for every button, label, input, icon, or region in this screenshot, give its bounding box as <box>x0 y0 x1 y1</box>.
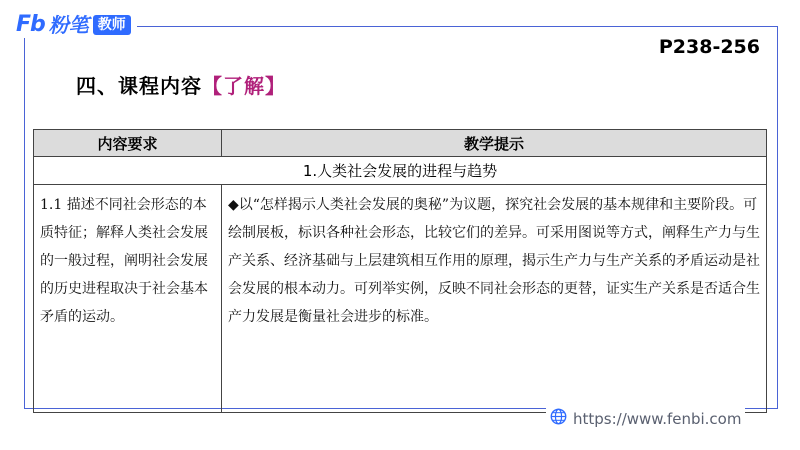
footer <box>546 408 745 429</box>
curriculum-table <box>33 129 767 413</box>
header-tip: 教学提示 <box>222 130 767 157</box>
tip-cell: ◆以“怎样揭示人类社会发展的奥秘”为议题，探究社会发展的基本规律和主要阶段。可绘制展板，标识各种社会形态，比较它们的差异。可采用图说等方式，阐释生产力与生产关系、经济基础与上层建筑相互作用的原理，揭示生产力与生产关系的矛盾运动是社会发展的根本动力。可列举实例，反映不同社会形态的更替，证实生产关系是否适合生产力发展是衡量社会进步的标准。 <box>222 185 767 413</box>
section-title-text: 四、课程内容 <box>76 74 202 98</box>
header-requirement: 内容要求 <box>34 130 222 157</box>
section-title <box>76 70 286 99</box>
table-row <box>34 185 767 413</box>
logo-mark: Fb <box>16 12 45 37</box>
brand-logo <box>16 12 137 38</box>
logo-badge: 教师 <box>93 15 131 35</box>
section-tag: 【了解】 <box>202 74 286 98</box>
page-reference: P238-256 <box>658 36 760 58</box>
table-subheading: 1.人类社会发展的进程与趋势 <box>34 157 767 185</box>
table-header-row <box>34 130 767 157</box>
requirement-cell: 1.1 描述不同社会形态的本质特征；解释人类社会发展的一般过程，阐明社会发展的历史进程取决于社会基本矛盾的运动。 <box>34 185 222 413</box>
globe-icon <box>550 408 567 429</box>
footer-url[interactable]: https://www.fenbi.com <box>573 409 742 428</box>
logo-text: 粉笔 <box>48 13 89 37</box>
table-subheading-row <box>34 157 767 185</box>
